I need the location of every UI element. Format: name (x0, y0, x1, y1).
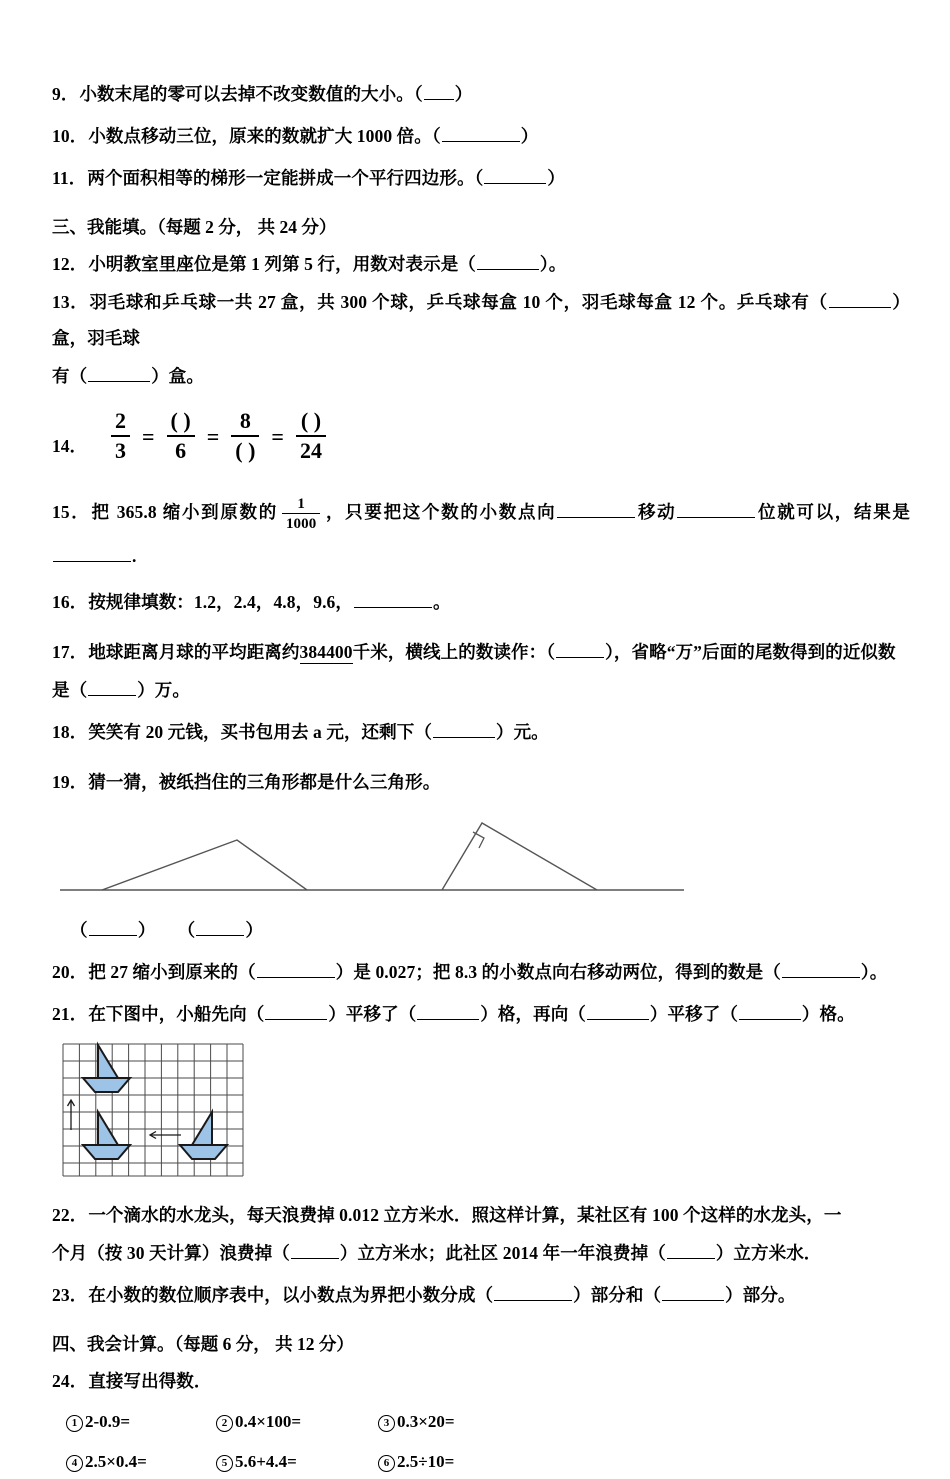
question-9-tail: ） (454, 84, 473, 104)
question-22-text-part4: ）立方米水． (715, 1243, 822, 1264)
question-21 (52, 996, 910, 1032)
question-13-continued (52, 358, 910, 394)
question-15 (52, 490, 910, 578)
circled-number-3: 3 (378, 1415, 395, 1432)
calc-expression-1[interactable]: 2-0.9= (85, 1412, 131, 1432)
question-19 (52, 764, 910, 800)
question-18-text-part1: 笑笑有 20 元钱，买书包用去 a 元，还剩下（ (88, 722, 432, 743)
question-21-blank-1[interactable] (265, 1005, 327, 1020)
question-24-number: 24． (52, 1371, 88, 1392)
question-11-text: 两个面积相等的梯形一定能拼成一个平行四边形。（ (87, 168, 484, 188)
question-13-text-part1: 羽毛球和乒乓球一共 27 盒，共 300 个球，乒乓球每盒 10 个，羽毛球每盒 12 个。乒乓球有（ (89, 292, 828, 312)
q19-blank-2-close: ） (245, 920, 264, 941)
question-18-number: 18． (52, 722, 88, 743)
question-24 (52, 1363, 910, 1399)
right-triangle (442, 823, 597, 890)
circled-number-5: 5 (216, 1455, 233, 1472)
fraction-blank-over-6[interactable] (167, 409, 195, 463)
calc-item-2 (216, 1405, 378, 1439)
question-20-text-part2: ）是 0.027；把 8.3 的小数点向右移动两位，得到的数是（ (335, 962, 781, 983)
question-17-continued (52, 672, 910, 708)
fraction-2-over-3 (111, 409, 130, 463)
boat-bottom-left (83, 1112, 130, 1159)
circled-number-2: 2 (216, 1415, 233, 1432)
question-22-blank-1[interactable] (291, 1244, 339, 1259)
equals-sign-2: = (206, 424, 220, 450)
calc-item-4 (66, 1445, 216, 1479)
circled-number-1: 1 (66, 1415, 83, 1432)
question-17-blank-2[interactable] (88, 681, 136, 696)
calc-item-3 (378, 1405, 528, 1439)
fraction-4-numerator: ( ) (296, 409, 326, 437)
q19-blank-2-open: （ (177, 920, 196, 941)
calc-expression-2[interactable]: 0.4×100= (235, 1412, 302, 1432)
question-9 (52, 76, 910, 112)
fraction-8-over-blank[interactable] (231, 409, 259, 463)
question-16-blank[interactable] (354, 593, 432, 608)
question-17-text-part3: ），省略“万”后面的尾数得到的近似数 (605, 642, 896, 663)
fraction-1-numerator: 2 (111, 409, 130, 437)
hull-top-left (83, 1078, 130, 1092)
question-13-text-part3: 有（ (52, 366, 88, 386)
q19-blank-1-close: ） (137, 920, 156, 941)
question-13 (52, 284, 910, 356)
q19-blank-1-open: （ (70, 920, 88, 941)
calc-row-1 (66, 1405, 910, 1439)
fraction-blank-over-24[interactable] (296, 409, 326, 463)
question-21-text-part3: ）格，再向（ (480, 1004, 586, 1025)
question-17-blank-1[interactable] (556, 643, 604, 658)
section-3-heading: 三、我能填。（每题 2 分， 共 24 分） (52, 217, 337, 237)
question-22-text-part2: 个月（按 30 天计算）浪费掉（ (52, 1243, 290, 1264)
equals-sign-3: = (271, 424, 284, 450)
question-15-number: 15． (52, 502, 91, 523)
section-4-heading: 四、我会计算。（每题 6 分， 共 12 分） (52, 1334, 354, 1355)
question-15-blank-1[interactable] (557, 503, 635, 518)
question-10 (52, 118, 910, 154)
question-16-number: 16． (52, 592, 88, 613)
question-17-text-part5: ）万。 (137, 680, 191, 701)
question-23-number: 23． (52, 1285, 88, 1306)
question-23-text-part1: 在小数的数位顺序表中，以小数点为界把小数分成（ (88, 1285, 494, 1306)
question-17-text-part4: 是（ (52, 680, 88, 701)
question-21-blank-3[interactable] (587, 1005, 649, 1020)
question-17-number: 17． (52, 642, 88, 663)
question-12-text-part2: ）。 (539, 254, 567, 274)
question-11-tail: ） (547, 168, 566, 188)
question-14 (52, 410, 910, 464)
question-16-text-part2: 。 (433, 592, 451, 613)
question-19-blank-1[interactable] (89, 921, 137, 936)
fraction-one-over-1000 (282, 496, 320, 533)
question-14-number: 14． (52, 436, 87, 457)
question-23-text-part2: ）部分和（ (573, 1285, 662, 1306)
question-19-blank-2[interactable] (196, 921, 244, 936)
question-23 (52, 1277, 910, 1313)
vertical-arrow-icon (68, 1100, 75, 1130)
question-13-blank-2[interactable] (88, 367, 150, 382)
question-21-text-part4: ）平移了（ (649, 1004, 738, 1025)
question-24-text: 直接写出得数． (88, 1371, 212, 1392)
question-22-continued (52, 1235, 910, 1271)
question-11-blank[interactable] (484, 169, 546, 184)
question-13-blank-1[interactable] (829, 293, 891, 308)
calc-row-2 (66, 1445, 910, 1479)
calc-item-5 (216, 1445, 378, 1479)
question-19-blanks (70, 917, 910, 942)
question-11 (52, 160, 910, 196)
question-20-number: 20． (52, 962, 88, 983)
question-21-text-part1: 在下图中，小船先向（ (88, 1004, 265, 1025)
question-9-text: 小数末尾的零可以去掉不改变数值的大小。（ (79, 84, 423, 104)
question-16 (52, 584, 910, 620)
question-17 (52, 634, 910, 670)
fraction-3-denominator: ( ) (235, 437, 256, 463)
question-9-blank[interactable] (424, 85, 454, 100)
question-22-blank-2[interactable] (667, 1244, 715, 1259)
question-12-text-part1: 小明教室里座位是第 1 列第 5 行，用数对表示是（ (88, 254, 476, 274)
circled-number-6: 6 (378, 1455, 395, 1472)
question-20 (52, 954, 910, 990)
question-20-blank-1[interactable] (257, 963, 335, 978)
question-12 (52, 246, 910, 282)
question-15-text-part1: 把 365.8 缩小到原数的 (91, 502, 278, 523)
question-9-number: 9． (52, 84, 79, 104)
question-21-blank-4[interactable] (739, 1005, 801, 1020)
question-19-text: 猜一猜，被纸挡住的三角形都是什么三角形。 (88, 772, 441, 793)
question-23-blank-1[interactable] (494, 1286, 572, 1301)
question-19-number: 19． (52, 772, 88, 793)
q15-fraction-numerator: 1 (282, 496, 320, 514)
question-23-text-part3: ）部分。 (725, 1285, 796, 1306)
question-17-text-part1: 地球距离月球的平均距离约 (88, 642, 300, 663)
question-15-blank-3[interactable] (53, 547, 131, 562)
question-22-number: 22． (52, 1205, 88, 1226)
question-21-text-part2: ）平移了（ (328, 1004, 417, 1025)
question-18-blank[interactable] (433, 723, 495, 738)
triangles-figure (52, 810, 910, 915)
question-22 (52, 1197, 910, 1233)
calc-item-6 (378, 1445, 528, 1479)
calc-expression-6[interactable]: 2.5÷10= (397, 1452, 455, 1472)
question-15-text-part4: 位就可以，结果是 (756, 502, 910, 523)
question-12-blank[interactable] (477, 255, 539, 270)
question-15-text-part3: 移动 (636, 502, 677, 523)
boat-top-left (83, 1045, 130, 1092)
question-18-text-part2: ）元。 (495, 722, 549, 743)
fraction-4-denominator: 24 (299, 437, 322, 463)
question-17-text-part2: 千米，横线上的数读作：（ (352, 642, 556, 663)
calc-expression-3[interactable]: 0.3×20= (397, 1412, 455, 1432)
equals-sign-1: = (142, 424, 155, 450)
question-13-text-part4: ）盒。 (151, 366, 205, 386)
question-22-text-part3: ）立方米水；此社区 2014 年一年浪费掉（ (339, 1243, 666, 1264)
calc-item-1 (66, 1405, 216, 1439)
hull-bottom-left (83, 1145, 130, 1159)
exam-content (52, 76, 910, 1479)
question-15-text-part2: ，只要把这个数的小数点向 (324, 502, 557, 523)
question-13-number: 13． (52, 292, 89, 312)
question-22-text-part1: 一个滴水的水龙头，每天浪费掉 0.012 立方米水．照这样计算，某社区有 100 个这样的水龙头，一 (88, 1205, 842, 1226)
question-11-number: 11． (52, 168, 87, 188)
hull-bottom-right (180, 1145, 227, 1159)
question-12-number: 12． (52, 254, 88, 274)
question-20-blank-2[interactable] (782, 963, 860, 978)
question-10-tail: ） (520, 126, 539, 146)
question-10-blank[interactable] (442, 127, 520, 142)
fraction-2-denominator: 6 (175, 437, 187, 463)
question-15-text-part5: . (132, 546, 137, 567)
boat-grid-figure (60, 1040, 910, 1185)
q15-fraction-denominator: 1000 (285, 515, 317, 532)
fraction-1-denominator: 3 (115, 437, 126, 463)
question-16-text-part1: 按规律填数：1.2，2.4，4.8，9.6， (88, 592, 354, 613)
fraction-2-numerator: ( ) (167, 409, 195, 437)
question-20-text-part1: 把 27 缩小到原来的（ (88, 962, 256, 983)
left-triangle (102, 840, 307, 890)
fraction-3-numerator: 8 (231, 409, 259, 437)
circled-number-4: 4 (66, 1455, 83, 1472)
question-20-text-part3: ）。 (860, 962, 888, 983)
question-23-blank-2[interactable] (662, 1286, 724, 1301)
question-17-underlined-number: 384400 (299, 642, 353, 663)
question-10-text: 小数点移动三位，原来的数就扩大 1000 倍。（ (88, 126, 441, 146)
calc-expression-5[interactable]: 5.6+4.4= (235, 1452, 297, 1472)
calc-expression-4[interactable]: 2.5×0.4= (85, 1452, 147, 1472)
boat-bottom-right (180, 1112, 227, 1159)
horizontal-arrow-icon (150, 1132, 181, 1139)
question-18 (52, 714, 910, 750)
question-21-blank-2[interactable] (417, 1005, 479, 1020)
question-21-number: 21． (52, 1004, 88, 1025)
question-21-text-part5: ）格。 (801, 1004, 855, 1025)
triangles-svg (52, 810, 692, 910)
question-10-number: 10． (52, 126, 88, 146)
boat-grid-svg (60, 1040, 246, 1180)
question-15-blank-2[interactable] (677, 503, 755, 518)
question-13-text-part2: ）盒，羽毛球 (52, 292, 910, 348)
